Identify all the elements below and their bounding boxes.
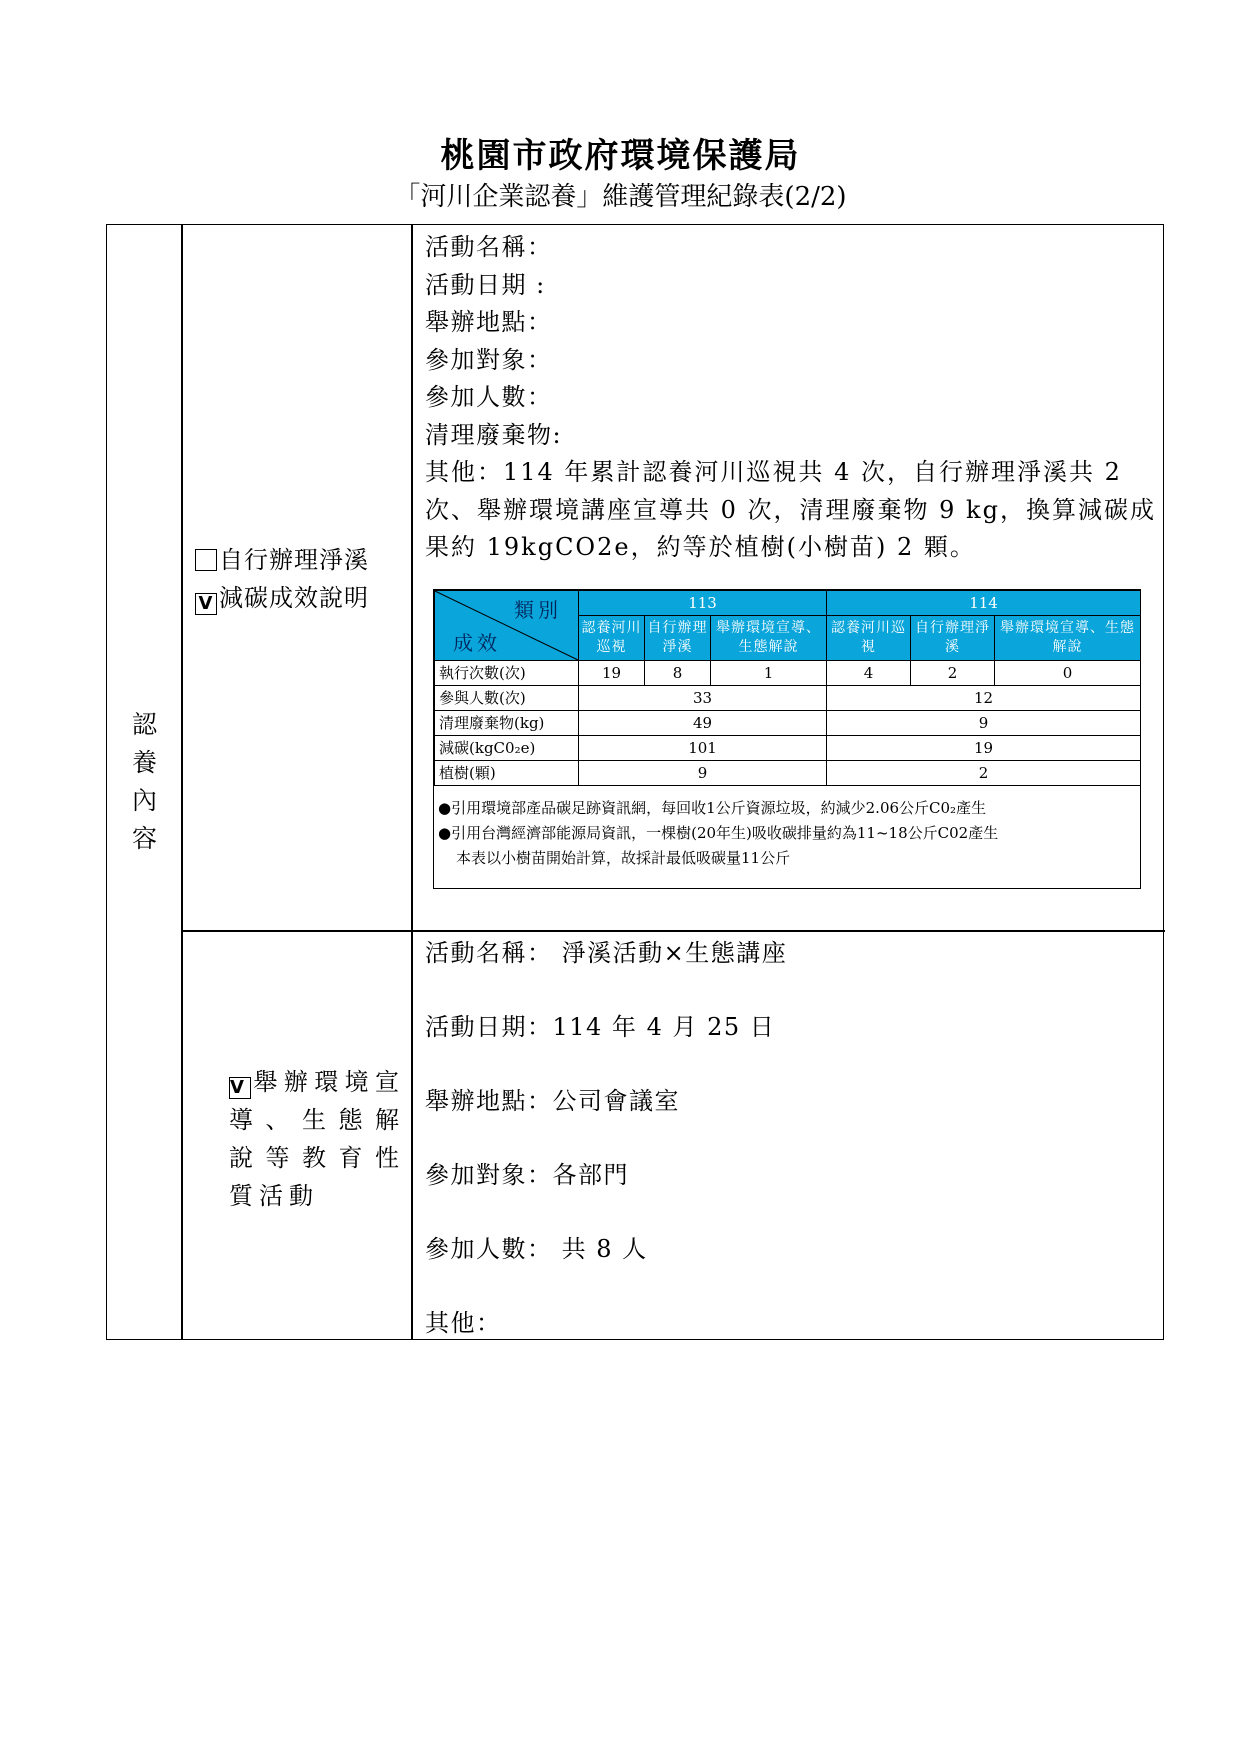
table-cell: 1 bbox=[711, 661, 827, 686]
table-cell: 33 bbox=[579, 686, 827, 711]
table-cell: 9 bbox=[579, 761, 827, 786]
note-tree-absorption: ●引用台灣經濟部能源局資訊，一棵樹(20年生)吸收碳排量約為11~18公斤C02產生 bbox=[438, 824, 999, 842]
table-row bbox=[435, 686, 1141, 711]
category-header: 舉辦環境宣導、生態解說 bbox=[995, 616, 1141, 661]
corner-category: 類別 bbox=[514, 598, 562, 622]
category-header: 舉辦環境宣導、生態解說 bbox=[711, 616, 827, 661]
field-participants-count: 參加人數： 共 8 人 bbox=[425, 1235, 648, 1263]
field-activity-name: 活動名稱： 淨溪活動×生態講座 bbox=[425, 939, 788, 967]
field-other: 其他：114 年累計認養河川巡視共 4 次，自行辦理淨溪共 2 次、舉辦環境講座宣導共 0 次，清理廢棄物 9 kg，換算減碳成果約 19kgCO2e，約等於植樹(小樹苗) 2 顆。 bbox=[425, 458, 1156, 561]
section2-content bbox=[425, 933, 1161, 1377]
checkbox-cleanup[interactable] bbox=[195, 549, 217, 571]
table-cell: 19 bbox=[827, 736, 1141, 761]
table-cell: 8 bbox=[645, 661, 711, 686]
table-cell: 12 bbox=[827, 686, 1141, 711]
divider bbox=[182, 930, 1165, 932]
row-label: 執行次數(次) bbox=[435, 661, 579, 686]
table-row bbox=[435, 736, 1141, 761]
field-activity-date: 活動日期：114 年 4 月 25 日 bbox=[425, 1013, 776, 1041]
carbon-stats-table bbox=[433, 589, 1141, 889]
field-other: 其他： bbox=[425, 1309, 502, 1337]
divider bbox=[411, 225, 413, 1339]
row-label: 植樹(顆) bbox=[435, 761, 579, 786]
table-cell: 2 bbox=[827, 761, 1141, 786]
year-header: 114 bbox=[827, 591, 1141, 616]
checkbox-education[interactable]: V bbox=[230, 1077, 250, 1098]
category-header: 自行辦理淨溪 bbox=[645, 616, 711, 661]
field-activity-date: 活動日期 : bbox=[425, 270, 546, 299]
field-waste: 清理廢棄物: bbox=[425, 420, 563, 449]
section2-category bbox=[229, 1063, 405, 1215]
note-recycling: ●引用環境部產品碳足跡資訊網，每回收1公斤資源垃圾，約減少2.06公斤C0₂產生 bbox=[438, 799, 987, 817]
field-participants-count: 參加人數： bbox=[425, 383, 553, 411]
field-activity-name: 活動名稱： bbox=[425, 233, 553, 261]
table-row bbox=[435, 661, 1141, 686]
category-header: 自行辦理淨溪 bbox=[911, 616, 995, 661]
record-form bbox=[106, 224, 1164, 1340]
table-cell: 2 bbox=[911, 661, 995, 686]
year-header: 113 bbox=[579, 591, 827, 616]
table-row bbox=[435, 711, 1141, 736]
field-location: 舉辦地點： bbox=[425, 308, 553, 336]
row-label: 減碳(kgC0₂e) bbox=[435, 736, 579, 761]
checkbox-carbon-label: 減碳成效說明 bbox=[219, 584, 369, 612]
section1-content bbox=[425, 229, 1161, 567]
table-notes bbox=[434, 786, 1140, 871]
row-label: 清理廢棄物(kg) bbox=[435, 711, 579, 736]
table-row bbox=[435, 761, 1141, 786]
side-label-cell bbox=[107, 225, 182, 1339]
table-cell: 49 bbox=[579, 711, 827, 736]
table-cell: 9 bbox=[827, 711, 1141, 736]
checkbox-carbon[interactable]: V bbox=[195, 593, 217, 615]
table-cell: 0 bbox=[995, 661, 1141, 686]
table-cell: 101 bbox=[579, 736, 827, 761]
category-header: 認養河川巡視 bbox=[579, 616, 645, 661]
side-label: 認養內容 bbox=[131, 710, 157, 853]
table-cell: 4 bbox=[827, 661, 911, 686]
page-subtitle: 「河川企業認養」維護管理紀錄表(2/2) bbox=[394, 182, 847, 212]
checkbox-cleanup-label: 自行辦理淨溪 bbox=[219, 546, 369, 574]
category-header: 認養河川巡視 bbox=[827, 616, 911, 661]
corner-result: 成效 bbox=[453, 631, 501, 655]
field-location: 舉辦地點：公司會議室 bbox=[425, 1087, 680, 1115]
section2-category-label: 舉辦環境宣導、生態解說等教育性質活動 bbox=[229, 1068, 405, 1210]
note-calculation: 本表以小樹苗開始計算，故採計最低吸碳量11公斤 bbox=[456, 849, 791, 867]
corner-cell bbox=[435, 591, 579, 661]
table-cell: 19 bbox=[579, 661, 645, 686]
page-title: 桃園市政府環境保護局 bbox=[440, 136, 801, 176]
row-label: 參與人數(次) bbox=[435, 686, 579, 711]
section1-category bbox=[195, 541, 405, 617]
field-participants-target: 參加對象：各部門 bbox=[425, 1161, 629, 1189]
field-participants-target: 參加對象： bbox=[425, 345, 553, 374]
